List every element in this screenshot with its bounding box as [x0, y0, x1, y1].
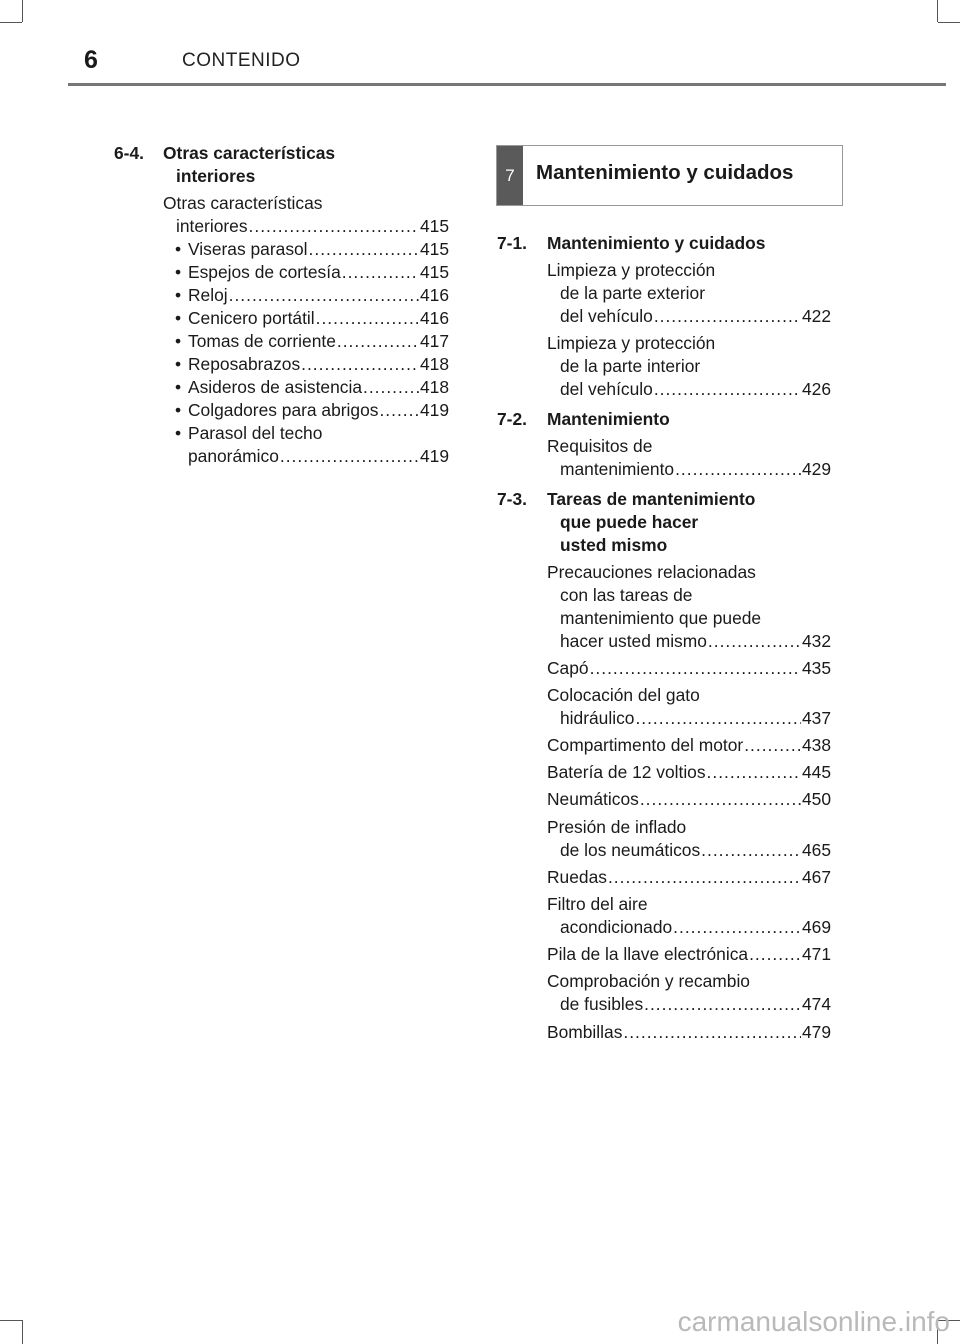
toc-entry[interactable] [547, 893, 831, 939]
leader-dots [608, 866, 801, 889]
entry-text: Requisitos de [547, 436, 653, 456]
bullet: • [175, 377, 182, 397]
toc-entry[interactable] [547, 816, 831, 862]
bullet: • [175, 239, 182, 259]
leader-dots [708, 630, 801, 653]
crop-mark [22, 0, 23, 22]
toc-entry[interactable] [175, 422, 449, 468]
toc-entry[interactable] [547, 866, 831, 889]
toc-entry[interactable] [175, 330, 449, 353]
page-ref: 426 [801, 379, 831, 399]
entry-text: del vehículo [560, 306, 653, 326]
toc-entry[interactable] [547, 761, 831, 784]
entry-text: interiores [176, 216, 248, 236]
page-ref: 416 [419, 285, 449, 305]
toc-entry[interactable] [547, 684, 831, 730]
leader-dots [654, 305, 801, 328]
crop-mark [0, 1320, 22, 1321]
leader-dots [644, 993, 801, 1016]
page-ref: 415 [419, 239, 449, 259]
entry-text: de la parte exterior [560, 283, 706, 303]
entry-text: de los neumáticos [560, 840, 701, 860]
bullet: • [175, 308, 182, 328]
entry-text: Pila de la llave electrónica [547, 944, 749, 964]
toc-entry[interactable] [175, 238, 449, 261]
page-ref: 417 [419, 331, 449, 351]
bullet: • [175, 400, 182, 420]
section-title: que puede hacer [560, 512, 699, 532]
entry-text: Espejos de cortesía [188, 262, 341, 282]
toc-entry[interactable] [547, 259, 831, 328]
toc-entry[interactable] [547, 332, 831, 401]
entry-text: panorámico [188, 446, 279, 466]
entry-text: Tomas de corriente [188, 331, 336, 351]
toc-entry[interactable] [175, 399, 449, 422]
entry-text: Filtro del aire [547, 894, 648, 914]
leader-dots [673, 916, 801, 939]
page-number: 6 [84, 46, 98, 74]
leader-dots [744, 734, 801, 757]
entry-text: hacer usted mismo [560, 631, 707, 651]
page-ref: 474 [801, 994, 831, 1014]
entry-text: Compartimento del motor [547, 735, 744, 755]
entry-text: Otras características [163, 193, 323, 213]
entry-text: Limpieza y protección [547, 333, 716, 353]
entry-text: Viseras parasol [188, 239, 308, 259]
watermark: carmanualsonline.info [677, 1306, 950, 1337]
entry-text: Reposabrazos [188, 354, 301, 374]
page-ref: 435 [801, 658, 831, 678]
section-title: Mantenimiento y cuidados [547, 233, 766, 253]
entry-text: de la parte interior [560, 356, 701, 376]
leader-dots [623, 1021, 801, 1044]
page-ref: 415 [419, 216, 449, 236]
bullet: • [175, 331, 182, 351]
leader-dots [590, 657, 801, 680]
bullet: • [175, 354, 182, 374]
toc-entry[interactable] [547, 561, 831, 653]
leader-dots [337, 330, 419, 353]
section-title: Otras características [163, 143, 336, 163]
chapter-heading [496, 145, 843, 206]
entry-text: Precauciones relacionadas [547, 562, 756, 582]
page-ref: 429 [801, 459, 831, 479]
entry-text: Colgadores para abrigos [188, 400, 379, 420]
entry-text: Reloj [188, 285, 228, 305]
entry-text: Cenicero portátil [188, 308, 315, 328]
leader-dots [363, 376, 419, 399]
crop-mark [938, 22, 960, 23]
entry-text: del vehículo [560, 379, 653, 399]
toc-entry[interactable] [175, 353, 449, 376]
page-ref: 469 [801, 917, 831, 937]
entry-text: hidráulico [560, 708, 635, 728]
leader-dots [707, 761, 801, 784]
toc-entry[interactable] [175, 284, 449, 307]
section-title: Tareas de mantenimiento [547, 489, 756, 509]
entry-text: Capó [547, 658, 589, 678]
toc-entry[interactable] [547, 435, 831, 481]
toc-entry[interactable] [547, 970, 831, 1016]
toc-entry[interactable] [163, 192, 449, 238]
page-ref: 445 [801, 762, 831, 782]
bullet: • [175, 285, 182, 305]
section-number: 6-4. [114, 143, 144, 163]
entry-text: Ruedas [547, 867, 607, 887]
page-ref: 418 [419, 377, 449, 397]
bullet: • [175, 423, 182, 443]
crop-mark [937, 0, 938, 22]
toc-entry[interactable] [175, 376, 449, 399]
leader-dots [701, 839, 801, 862]
page-ref: 432 [801, 631, 831, 651]
leader-dots [654, 378, 801, 401]
leader-dots [640, 788, 801, 811]
crop-mark [22, 1320, 23, 1344]
entry-text: Asideros de asistencia [188, 377, 362, 397]
page-ref: 415 [419, 262, 449, 282]
leader-dots [301, 353, 419, 376]
leader-dots [635, 707, 801, 730]
entry-text: Presión de inflado [547, 817, 687, 837]
header-rule [68, 83, 946, 86]
leader-dots [280, 445, 419, 468]
leader-dots [379, 399, 419, 422]
toc-entry[interactable] [547, 657, 831, 680]
page-ref: 465 [801, 840, 831, 860]
page-ref: 438 [801, 735, 831, 755]
entry-text: Colocación del gato [547, 685, 700, 705]
section-number: 7-3. [497, 489, 527, 509]
section-number: 7-1. [497, 233, 527, 253]
toc-entry[interactable] [175, 261, 449, 284]
toc-entry[interactable] [547, 943, 831, 966]
entry-text: Limpieza y protección [547, 260, 716, 280]
chapter-number-tab: 7 [497, 146, 523, 205]
page-ref: 437 [801, 708, 831, 728]
toc-entry[interactable] [547, 734, 831, 757]
leader-dots [675, 458, 801, 481]
page-ref: 422 [801, 306, 831, 326]
page-ref: 467 [801, 867, 831, 887]
entry-text: mantenimiento [560, 459, 675, 479]
leader-dots [316, 307, 419, 330]
leader-dots [229, 284, 419, 307]
entry-text: Batería de 12 voltios [547, 762, 706, 782]
entry-text: de fusibles [560, 994, 644, 1014]
crop-mark [0, 22, 22, 23]
section-number: 7-2. [497, 409, 527, 429]
page-ref: 419 [419, 446, 449, 466]
entry-text: con las tareas de [560, 585, 693, 605]
chapter-title: Mantenimiento y cuidados [536, 161, 794, 184]
leader-dots [749, 943, 801, 966]
page-ref: 416 [419, 308, 449, 328]
entry-text: Parasol del techo [188, 423, 323, 443]
toc-entry[interactable] [175, 307, 449, 330]
page-ref: 479 [801, 1022, 831, 1042]
entry-text: acondicionado [560, 917, 673, 937]
entry-text: mantenimiento que puede [560, 608, 762, 628]
section-title: usted mismo [560, 535, 668, 555]
entry-text: Neumáticos [547, 789, 639, 809]
section-title: interiores [176, 166, 256, 186]
leader-dots [249, 215, 419, 238]
section-title: Mantenimiento [547, 409, 670, 429]
toc-entry[interactable] [547, 788, 831, 811]
page-ref: 471 [801, 944, 831, 964]
toc-entry[interactable] [547, 1021, 831, 1044]
leader-dots [342, 261, 419, 284]
bullet: • [175, 262, 182, 282]
page-ref: 419 [419, 400, 449, 420]
page-ref: 418 [419, 354, 449, 374]
leader-dots [309, 238, 419, 261]
page-ref: 450 [801, 789, 831, 809]
entry-text: Comprobación y recambio [547, 971, 750, 991]
running-header: CONTENIDO [182, 50, 301, 71]
entry-text: Bombillas [547, 1022, 623, 1042]
